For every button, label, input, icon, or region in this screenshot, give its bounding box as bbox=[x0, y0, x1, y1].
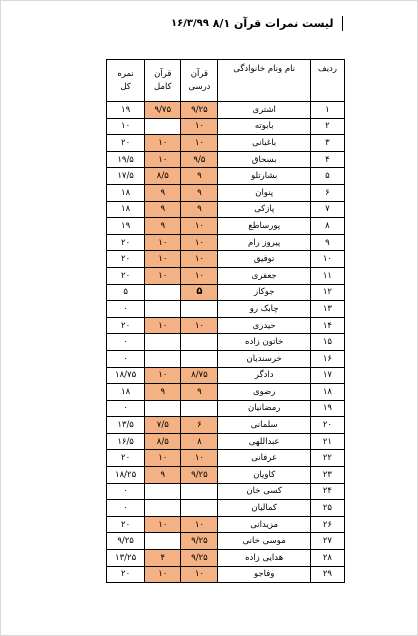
total-score-cell: ۲۰ bbox=[107, 317, 145, 334]
table-row bbox=[107, 284, 345, 301]
total-score-cell: ۲۰ bbox=[107, 251, 145, 268]
header bbox=[171, 15, 343, 31]
student-name-cell: رمضانیان bbox=[218, 400, 310, 417]
table-row bbox=[107, 516, 345, 533]
table-row bbox=[107, 234, 345, 251]
total-score-cell: ۵ bbox=[107, 284, 145, 301]
quran-full-score-cell: ۱۰ bbox=[145, 317, 181, 334]
student-name-cell: کاویان bbox=[218, 467, 310, 484]
column-header-quran-lesson bbox=[181, 60, 218, 102]
quran-lesson-score-cell: ۸ bbox=[181, 433, 218, 450]
quran-full-score-cell: ۴ bbox=[145, 550, 181, 567]
total-score-cell: ۱۶/۵ bbox=[107, 433, 145, 450]
student-name-cell: کمالیان bbox=[218, 500, 310, 517]
quran-lesson-score-cell: ۱۰ bbox=[181, 267, 218, 284]
quran-full-score-cell: ۱۰ bbox=[145, 367, 181, 384]
quran-lesson-score-cell: ۹/۲۵ bbox=[181, 533, 218, 550]
row-number-cell: ۳ bbox=[310, 135, 344, 152]
table-row bbox=[107, 433, 345, 450]
row-number-cell: ۲۳ bbox=[310, 467, 344, 484]
student-name-cell: عبداللهی bbox=[218, 433, 310, 450]
column-header-quran-lesson-line2: درسی bbox=[188, 81, 211, 92]
total-score-cell: ۲۰ bbox=[107, 450, 145, 467]
quran-lesson-score-cell: ۱۰ bbox=[181, 218, 218, 235]
quran-full-score-cell: ۱۰ bbox=[145, 267, 181, 284]
row-number-cell: ۲۷ bbox=[310, 533, 344, 550]
row-number-cell: ۷ bbox=[310, 201, 344, 218]
quran-lesson-score-cell: ۱۰ bbox=[181, 516, 218, 533]
quran-full-score-cell: ۹ bbox=[145, 218, 181, 235]
total-score-cell: ۱۸ bbox=[107, 384, 145, 401]
table-row bbox=[107, 533, 345, 550]
table-row bbox=[107, 267, 345, 284]
quran-lesson-score-cell: ۱۰ bbox=[181, 135, 218, 152]
row-number-cell: ۱۴ bbox=[310, 317, 344, 334]
column-header-quran-full-line2: کامل bbox=[153, 81, 172, 92]
total-score-cell: ۱۹ bbox=[107, 102, 145, 119]
total-score-cell: ۰ bbox=[107, 301, 145, 318]
table-row bbox=[107, 483, 345, 500]
quran-lesson-score-cell bbox=[181, 301, 218, 318]
table-row bbox=[107, 500, 345, 517]
row-number-cell: ۱۸ bbox=[310, 384, 344, 401]
row-number-cell: ۶ bbox=[310, 184, 344, 201]
table-row bbox=[107, 450, 345, 467]
student-name-cell: بشارتلو bbox=[218, 168, 310, 185]
table-row bbox=[107, 400, 345, 417]
table-row bbox=[107, 467, 345, 484]
table-row bbox=[107, 102, 345, 119]
title-divider bbox=[342, 16, 344, 31]
total-score-cell: ۲۰ bbox=[107, 135, 145, 152]
total-score-cell: ۱۹/۵ bbox=[107, 151, 145, 168]
page-title: لیست نمرات قرآن ۸/۱ bbox=[212, 16, 334, 30]
quran-lesson-score-cell: ۵ bbox=[181, 284, 218, 301]
column-header-quran-full bbox=[145, 60, 181, 102]
quran-full-score-cell: ۹ bbox=[145, 184, 181, 201]
quran-lesson-score-cell: ۹/۲۵ bbox=[181, 102, 218, 119]
student-name-cell: توفیق bbox=[218, 251, 310, 268]
quran-full-score-cell: ۱۰ bbox=[145, 566, 181, 583]
total-score-cell: ۱۳/۲۵ bbox=[107, 550, 145, 567]
quran-lesson-score-cell: ۹/۲۵ bbox=[181, 467, 218, 484]
total-score-cell: ۰ bbox=[107, 483, 145, 500]
total-score-cell: ۱۹ bbox=[107, 218, 145, 235]
table-row bbox=[107, 317, 345, 334]
column-header-quran-lesson-line1: قرآن bbox=[190, 68, 209, 79]
quran-lesson-score-cell bbox=[181, 500, 218, 517]
student-name-cell: هدایی زاده bbox=[218, 550, 310, 567]
quran-full-score-cell bbox=[145, 350, 181, 367]
quran-full-score-cell bbox=[145, 533, 181, 550]
quran-full-score-cell bbox=[145, 483, 181, 500]
row-number-cell: ۱۳ bbox=[310, 301, 344, 318]
total-score-cell: ۱۸ bbox=[107, 201, 145, 218]
row-number-cell: ۸ bbox=[310, 218, 344, 235]
student-name-cell: خاتون زاده bbox=[218, 334, 310, 351]
quran-full-score-cell: ۱۰ bbox=[145, 516, 181, 533]
total-score-cell: ۱۸/۲۵ bbox=[107, 467, 145, 484]
quran-full-score-cell bbox=[145, 284, 181, 301]
quran-full-score-cell: ۱۰ bbox=[145, 450, 181, 467]
row-number-cell: ۲۵ bbox=[310, 500, 344, 517]
student-name-cell: جعفری bbox=[218, 267, 310, 284]
scores-table bbox=[106, 59, 345, 583]
total-score-cell: ۲۰ bbox=[107, 234, 145, 251]
total-score-cell: ۲۰ bbox=[107, 267, 145, 284]
row-number-cell: ۴ bbox=[310, 151, 344, 168]
column-header-name: نام ونام خانوادگی bbox=[218, 60, 310, 102]
row-number-cell: ۲۸ bbox=[310, 550, 344, 567]
total-score-cell: ۲۰ bbox=[107, 516, 145, 533]
total-score-cell: ۰ bbox=[107, 334, 145, 351]
table-row bbox=[107, 367, 345, 384]
quran-full-score-cell: ۱۰ bbox=[145, 234, 181, 251]
quran-lesson-score-cell: ۱۰ bbox=[181, 118, 218, 135]
quran-lesson-score-cell bbox=[181, 400, 218, 417]
quran-lesson-score-cell: ۱۰ bbox=[181, 234, 218, 251]
quran-lesson-score-cell: ۱۰ bbox=[181, 450, 218, 467]
student-name-cell: جوکار bbox=[218, 284, 310, 301]
row-number-cell: ۱۵ bbox=[310, 334, 344, 351]
column-header-total-line1: نمره bbox=[117, 68, 134, 79]
quran-lesson-score-cell: ۱۰ bbox=[181, 251, 218, 268]
table-row bbox=[107, 135, 345, 152]
quran-lesson-score-cell bbox=[181, 350, 218, 367]
table-row bbox=[107, 334, 345, 351]
row-number-cell: ۲۱ bbox=[310, 433, 344, 450]
table-header-row bbox=[107, 60, 345, 102]
table-row bbox=[107, 350, 345, 367]
column-header-total bbox=[107, 60, 145, 102]
row-number-cell: ۲۴ bbox=[310, 483, 344, 500]
table-row bbox=[107, 151, 345, 168]
quran-full-score-cell: ۱۰ bbox=[145, 151, 181, 168]
quran-full-score-cell: ۸/۵ bbox=[145, 168, 181, 185]
student-name-cell: بسحاق bbox=[218, 151, 310, 168]
table-row bbox=[107, 218, 345, 235]
total-score-cell: ۱۸ bbox=[107, 184, 145, 201]
quran-full-score-cell: ۸/۵ bbox=[145, 433, 181, 450]
quran-full-score-cell: ۹ bbox=[145, 201, 181, 218]
row-number-cell: ۱ bbox=[310, 102, 344, 119]
student-name-cell: رضوی bbox=[218, 384, 310, 401]
row-number-cell: ۱۲ bbox=[310, 284, 344, 301]
table-row bbox=[107, 550, 345, 567]
student-name-cell: وفاجو bbox=[218, 566, 310, 583]
quran-full-score-cell bbox=[145, 400, 181, 417]
quran-lesson-score-cell: ۹ bbox=[181, 384, 218, 401]
student-name-cell: پیروز رام bbox=[218, 234, 310, 251]
quran-lesson-score-cell: ۶ bbox=[181, 417, 218, 434]
row-number-cell: ۱۷ bbox=[310, 367, 344, 384]
total-score-cell: ۱۳/۵ bbox=[107, 417, 145, 434]
student-name-cell: پورساطع bbox=[218, 218, 310, 235]
table-row bbox=[107, 417, 345, 434]
table-row bbox=[107, 184, 345, 201]
row-number-cell: ۲۰ bbox=[310, 417, 344, 434]
quran-full-score-cell: ۹/۷۵ bbox=[145, 102, 181, 119]
total-score-cell: ۱۷/۵ bbox=[107, 168, 145, 185]
row-number-cell: ۱۶ bbox=[310, 350, 344, 367]
student-name-cell: موسی خانی bbox=[218, 533, 310, 550]
column-header-total-line2: کل bbox=[120, 81, 131, 92]
total-score-cell: ۲۰ bbox=[107, 566, 145, 583]
quran-full-score-cell bbox=[145, 118, 181, 135]
quran-full-score-cell bbox=[145, 500, 181, 517]
student-name-cell: مزیدانی bbox=[218, 516, 310, 533]
quran-full-score-cell: ۱۰ bbox=[145, 251, 181, 268]
quran-lesson-score-cell: ۱۰ bbox=[181, 317, 218, 334]
total-score-cell: ۱۰ bbox=[107, 118, 145, 135]
table-row bbox=[107, 251, 345, 268]
table-row bbox=[107, 301, 345, 318]
quran-lesson-score-cell: ۹ bbox=[181, 168, 218, 185]
quran-full-score-cell: ۷/۵ bbox=[145, 417, 181, 434]
row-number-cell: ۹ bbox=[310, 234, 344, 251]
table-row bbox=[107, 201, 345, 218]
column-header-quran-full-line1: قرآن bbox=[154, 68, 172, 79]
student-name-cell: عرفانی bbox=[218, 450, 310, 467]
student-name-cell: سلمانی bbox=[218, 417, 310, 434]
student-name-cell: پنوان bbox=[218, 184, 310, 201]
row-number-cell: ۱۰ bbox=[310, 251, 344, 268]
student-name-cell: چابک رو bbox=[218, 301, 310, 318]
row-number-cell: ۲۹ bbox=[310, 566, 344, 583]
row-number-cell: ۱۱ bbox=[310, 267, 344, 284]
quran-lesson-score-cell: ۸/۷۵ bbox=[181, 367, 218, 384]
total-score-cell: ۰ bbox=[107, 350, 145, 367]
total-score-cell: ۹/۲۵ bbox=[107, 533, 145, 550]
student-name-cell: اشتری bbox=[218, 102, 310, 119]
student-name-cell: پازکی bbox=[218, 201, 310, 218]
quran-lesson-score-cell: ۱۰ bbox=[181, 566, 218, 583]
quran-lesson-score-cell bbox=[181, 483, 218, 500]
total-score-cell: ۰ bbox=[107, 500, 145, 517]
table-body bbox=[107, 102, 345, 583]
column-header-row-number: ردیف bbox=[310, 60, 344, 102]
row-number-cell: ۲۶ bbox=[310, 516, 344, 533]
quran-full-score-cell: ۹ bbox=[145, 384, 181, 401]
student-name-cell: حیدری bbox=[218, 317, 310, 334]
quran-full-score-cell: ۱۰ bbox=[145, 135, 181, 152]
quran-lesson-score-cell: ۹/۵ bbox=[181, 151, 218, 168]
quran-full-score-cell: ۹ bbox=[145, 467, 181, 484]
quran-lesson-score-cell: ۹ bbox=[181, 201, 218, 218]
quran-lesson-score-cell: ۹ bbox=[181, 184, 218, 201]
row-number-cell: ۲۲ bbox=[310, 450, 344, 467]
student-name-cell: خرسندیان bbox=[218, 350, 310, 367]
quran-lesson-score-cell: ۹/۲۵ bbox=[181, 550, 218, 567]
row-number-cell: ۲ bbox=[310, 118, 344, 135]
table-row bbox=[107, 566, 345, 583]
header-date: ۱۶/۳/۹۹ bbox=[171, 17, 209, 29]
student-name-cell: باغبانی bbox=[218, 135, 310, 152]
quran-lesson-score-cell bbox=[181, 334, 218, 351]
quran-full-score-cell bbox=[145, 334, 181, 351]
row-number-cell: ۵ bbox=[310, 168, 344, 185]
table-row bbox=[107, 384, 345, 401]
table-row bbox=[107, 118, 345, 135]
student-name-cell: بابوته bbox=[218, 118, 310, 135]
student-name-cell: کسی خان bbox=[218, 483, 310, 500]
table-row bbox=[107, 168, 345, 185]
quran-full-score-cell bbox=[145, 301, 181, 318]
total-score-cell: ۰ bbox=[107, 400, 145, 417]
row-number-cell: ۱۹ bbox=[310, 400, 344, 417]
total-score-cell: ۱۸/۷۵ bbox=[107, 367, 145, 384]
student-name-cell: دادگر bbox=[218, 367, 310, 384]
